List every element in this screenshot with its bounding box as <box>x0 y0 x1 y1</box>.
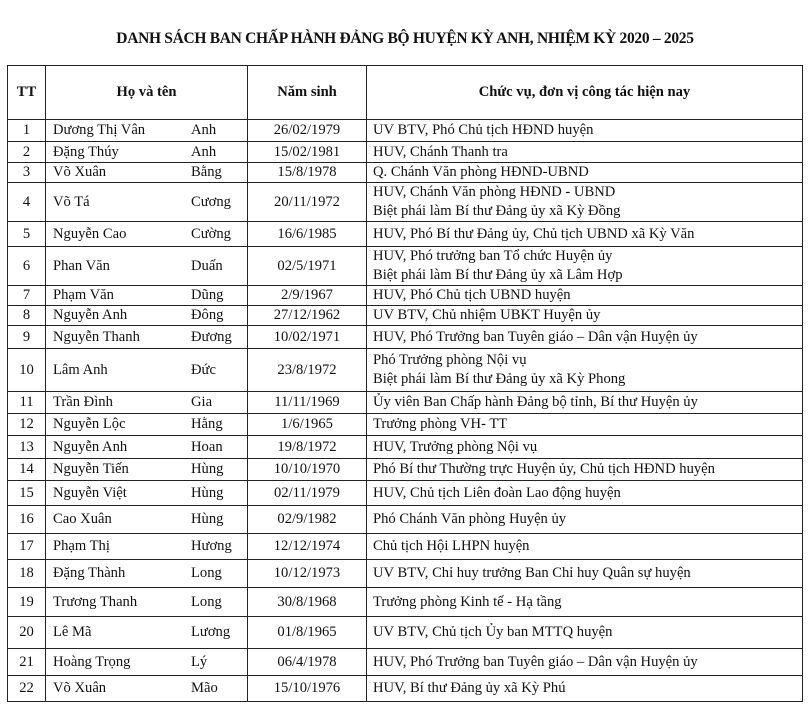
birth-date: 20/11/1972 <box>248 183 367 222</box>
row-number: 13 <box>8 436 46 459</box>
table-row <box>8 222 803 247</box>
position-cell <box>367 142 803 163</box>
position-cell <box>367 617 803 649</box>
birth-date: 2/9/1967 <box>248 286 367 306</box>
row-number: 5 <box>8 222 46 247</box>
position-line: UV BTV, Phó Chủ tịch HĐND huyện <box>373 122 594 138</box>
full-name-cell <box>46 676 248 702</box>
position-line: HUV, Phó trưởng ban Tổ chức Huyện ủy <box>373 248 613 264</box>
surname-and-middle-name: Phạm Văn <box>53 287 114 303</box>
birth-date: 15/8/1978 <box>248 163 367 183</box>
surname-and-middle-name: Lê Mã <box>53 624 92 640</box>
birth-date: 11/11/1969 <box>248 392 367 414</box>
table-row <box>8 588 803 617</box>
full-name-cell <box>46 247 248 286</box>
header-tt: TT <box>8 66 46 120</box>
given-name: Đương <box>191 328 232 345</box>
given-name: Lương <box>191 624 231 640</box>
given-name: Đông <box>191 307 224 323</box>
position-line: HUV, Phó Bí thư Đảng ủy, Chủ tịch UBND xã Kỳ Văn <box>373 225 695 242</box>
position-cell <box>367 676 803 702</box>
given-name: Anh <box>191 143 217 160</box>
position-cell <box>367 560 803 588</box>
given-name: Hùng <box>191 511 224 527</box>
row-number: 17 <box>8 534 46 560</box>
surname-and-middle-name: Đặng Thúy <box>53 143 119 160</box>
full-name-cell <box>46 183 248 222</box>
header-role: Chức vụ, đơn vị công tác hiện nay <box>367 66 803 120</box>
birth-date: 02/5/1971 <box>248 247 367 286</box>
table-body <box>8 120 803 702</box>
position-cell <box>367 120 803 142</box>
surname-and-middle-name: Lâm Anh <box>53 361 108 378</box>
row-number: 14 <box>8 459 46 481</box>
full-name-cell <box>46 534 248 560</box>
position-cell <box>367 588 803 617</box>
full-name-cell <box>46 649 248 676</box>
position-cell <box>367 247 803 286</box>
table-row <box>8 617 803 649</box>
position-line: UV BTV, Chỉ huy trưởng Ban Chỉ huy Quân sự huyện <box>373 565 691 581</box>
position-line: HUV, Chánh Văn phòng HĐND - UBND <box>373 184 616 200</box>
position-line: HUV, Phó Trưởng ban Tuyên giáo – Dân vận Huyện ủy <box>373 328 698 345</box>
birth-date: 06/4/1978 <box>248 649 367 676</box>
given-name: Cương <box>191 193 231 210</box>
table-header-row <box>8 66 803 120</box>
full-name-cell <box>46 306 248 326</box>
row-number: 8 <box>8 306 46 326</box>
birth-date: 02/11/1979 <box>248 481 367 506</box>
given-name: Duấn <box>191 257 223 274</box>
surname-and-middle-name: Nguyễn Anh <box>53 438 128 455</box>
given-name: Hoan <box>191 438 223 455</box>
given-name: Cường <box>191 225 231 242</box>
given-name: Gia <box>191 394 213 410</box>
full-name-cell <box>46 436 248 459</box>
row-number: 6 <box>8 247 46 286</box>
position-cell <box>367 649 803 676</box>
position-cell <box>367 506 803 534</box>
birth-date: 19/8/1972 <box>248 436 367 459</box>
table-row <box>8 326 803 349</box>
table-row <box>8 534 803 560</box>
given-name: Dũng <box>191 287 224 303</box>
full-name-cell <box>46 142 248 163</box>
surname-and-middle-name: Nguyễn Việt <box>53 484 127 501</box>
row-number: 19 <box>8 588 46 617</box>
full-name-cell <box>46 349 248 392</box>
surname-and-middle-name: Nguyễn Lộc <box>53 416 126 432</box>
surname-and-middle-name: Võ Xuân <box>53 680 107 696</box>
position-cell <box>367 436 803 459</box>
row-number: 3 <box>8 163 46 183</box>
row-number: 4 <box>8 183 46 222</box>
header-birth: Năm sinh <box>248 66 367 120</box>
surname-and-middle-name: Nguyễn Anh <box>53 307 128 323</box>
birth-date: 02/9/1982 <box>248 506 367 534</box>
full-name-cell <box>46 222 248 247</box>
full-name-cell <box>46 506 248 534</box>
position-cell <box>367 286 803 306</box>
position-line: Biệt phái làm Bí thư Đảng ủy xã Kỳ Phong <box>373 371 626 387</box>
table-row <box>8 349 803 392</box>
row-number: 18 <box>8 560 46 588</box>
position-line: Trưởng phòng VH- TT <box>373 416 508 432</box>
birth-date: 10/02/1971 <box>248 326 367 349</box>
birth-date: 27/12/1962 <box>248 306 367 326</box>
position-line: Biệt phái làm Bí thư Đảng ủy xã Lâm Hợp <box>373 267 623 283</box>
row-number: 9 <box>8 326 46 349</box>
table-row <box>8 392 803 414</box>
birth-date: 10/10/1970 <box>248 459 367 481</box>
row-number: 7 <box>8 286 46 306</box>
position-line: Ủy viên Ban Chấp hành Đảng bộ tỉnh, Bí thư Huyện ủy <box>373 394 698 410</box>
position-cell <box>367 326 803 349</box>
row-number: 15 <box>8 481 46 506</box>
surname-and-middle-name: Phan Văn <box>53 257 110 274</box>
birth-date: 01/8/1965 <box>248 617 367 649</box>
given-name: Mão <box>191 680 218 696</box>
position-cell <box>367 306 803 326</box>
table-row <box>8 649 803 676</box>
birth-date: 1/6/1965 <box>248 414 367 436</box>
position-cell <box>367 534 803 560</box>
row-number: 12 <box>8 414 46 436</box>
surname-and-middle-name: Trương Thanh <box>53 593 138 610</box>
position-line: UV BTV, Chủ nhiệm UBKT Huyện ủy <box>373 307 601 323</box>
full-name-cell <box>46 560 248 588</box>
full-name-cell <box>46 617 248 649</box>
table-row <box>8 560 803 588</box>
given-name: Hùng <box>191 484 224 501</box>
table-row <box>8 286 803 306</box>
row-number: 16 <box>8 506 46 534</box>
position-line: Phó Trưởng phòng Nội vụ <box>373 352 527 368</box>
table-row <box>8 183 803 222</box>
given-name: Long <box>191 593 222 610</box>
position-cell <box>367 163 803 183</box>
row-number: 10 <box>8 349 46 392</box>
position-cell <box>367 349 803 392</box>
full-name-cell <box>46 459 248 481</box>
position-line: HUV, Phó Trưởng ban Tuyên giáo – Dân vận Huyện ủy <box>373 653 698 670</box>
surname-and-middle-name: Cao Xuân <box>53 511 112 527</box>
committee-table <box>7 65 803 702</box>
position-cell <box>367 481 803 506</box>
row-number: 11 <box>8 392 46 414</box>
table-row <box>8 414 803 436</box>
full-name-cell <box>46 414 248 436</box>
row-number: 21 <box>8 649 46 676</box>
position-line: HUV, Trưởng phòng Nội vụ <box>373 438 538 455</box>
row-number: 20 <box>8 617 46 649</box>
surname-and-middle-name: Đặng Thành <box>53 565 126 581</box>
position-cell <box>367 392 803 414</box>
full-name-cell <box>46 392 248 414</box>
position-line: Trưởng phòng Kinh tế - Hạ tầng <box>373 593 562 610</box>
full-name-cell <box>46 286 248 306</box>
surname-and-middle-name: Võ Tá <box>53 193 90 210</box>
full-name-cell <box>46 481 248 506</box>
birth-date: 30/8/1968 <box>248 588 367 617</box>
row-number: 22 <box>8 676 46 702</box>
table-row <box>8 676 803 702</box>
surname-and-middle-name: Dương Thị Vân <box>53 122 146 138</box>
position-cell <box>367 183 803 222</box>
position-cell <box>367 414 803 436</box>
position-line: HUV, Chánh Thanh tra <box>373 143 508 160</box>
given-name: Hùng <box>191 461 224 477</box>
given-name: Lý <box>191 653 208 670</box>
birth-date: 10/12/1973 <box>248 560 367 588</box>
birth-date: 15/10/1976 <box>248 676 367 702</box>
given-name: Hương <box>191 538 232 554</box>
table-row <box>8 506 803 534</box>
position-line: Q. Chánh Văn phòng HĐND-UBND <box>373 164 589 180</box>
position-line: HUV, Bí thư Đảng ủy xã Kỳ Phú <box>373 680 566 696</box>
position-line: Phó Chánh Văn phòng Huyện ủy <box>373 511 567 527</box>
surname-and-middle-name: Võ Xuân <box>53 164 107 180</box>
surname-and-middle-name: Trần Đình <box>53 394 113 410</box>
position-line: Chủ tịch Hội LHPN huyện <box>373 538 530 554</box>
table-row <box>8 120 803 142</box>
header-name: Họ và tên <box>46 66 248 120</box>
full-name-cell <box>46 326 248 349</box>
full-name-cell <box>46 588 248 617</box>
given-name: Hằng <box>191 416 223 432</box>
birth-date: 23/8/1972 <box>248 349 367 392</box>
table-row <box>8 481 803 506</box>
surname-and-middle-name: Nguyễn Tiến <box>53 461 129 477</box>
document-title: DANH SÁCH BAN CHẤP HÀNH ĐẢNG BỘ HUYỆN KỲ ANH, NHIỆM KỲ 2020 – 2025 <box>116 30 694 47</box>
surname-and-middle-name: Nguyễn Cao <box>53 225 127 242</box>
birth-date: 15/02/1981 <box>248 142 367 163</box>
table-row <box>8 142 803 163</box>
table-row <box>8 306 803 326</box>
table-row <box>8 247 803 286</box>
row-number: 1 <box>8 120 46 142</box>
given-name: Anh <box>191 122 217 138</box>
table-row <box>8 163 803 183</box>
position-line: Phó Bí thư Thường trực Huyện ủy, Chủ tịch HĐND huyện <box>373 461 715 477</box>
position-line: UV BTV, Chủ tịch Ủy ban MTTQ huyện <box>373 624 613 640</box>
given-name: Long <box>191 565 222 581</box>
full-name-cell <box>46 120 248 142</box>
position-line: Biệt phái làm Bí thư Đảng ủy xã Kỳ Đồng <box>373 203 621 219</box>
surname-and-middle-name: Hoàng Trọng <box>53 653 131 670</box>
surname-and-middle-name: Phạm Thị <box>53 538 110 554</box>
given-name: Đức <box>191 361 216 378</box>
given-name: Bằng <box>191 164 222 180</box>
position-line: HUV, Phó Chủ tịch UBND huyện <box>373 287 571 303</box>
surname-and-middle-name: Nguyễn Thanh <box>53 328 140 345</box>
full-name-cell <box>46 163 248 183</box>
birth-date: 26/02/1979 <box>248 120 367 142</box>
position-cell <box>367 222 803 247</box>
position-line: HUV, Chủ tịch Liên đoàn Lao động huyện <box>373 484 621 501</box>
birth-date: 12/12/1974 <box>248 534 367 560</box>
position-cell <box>367 459 803 481</box>
row-number: 2 <box>8 142 46 163</box>
birth-date: 16/6/1985 <box>248 222 367 247</box>
table-row <box>8 436 803 459</box>
table-row <box>8 459 803 481</box>
